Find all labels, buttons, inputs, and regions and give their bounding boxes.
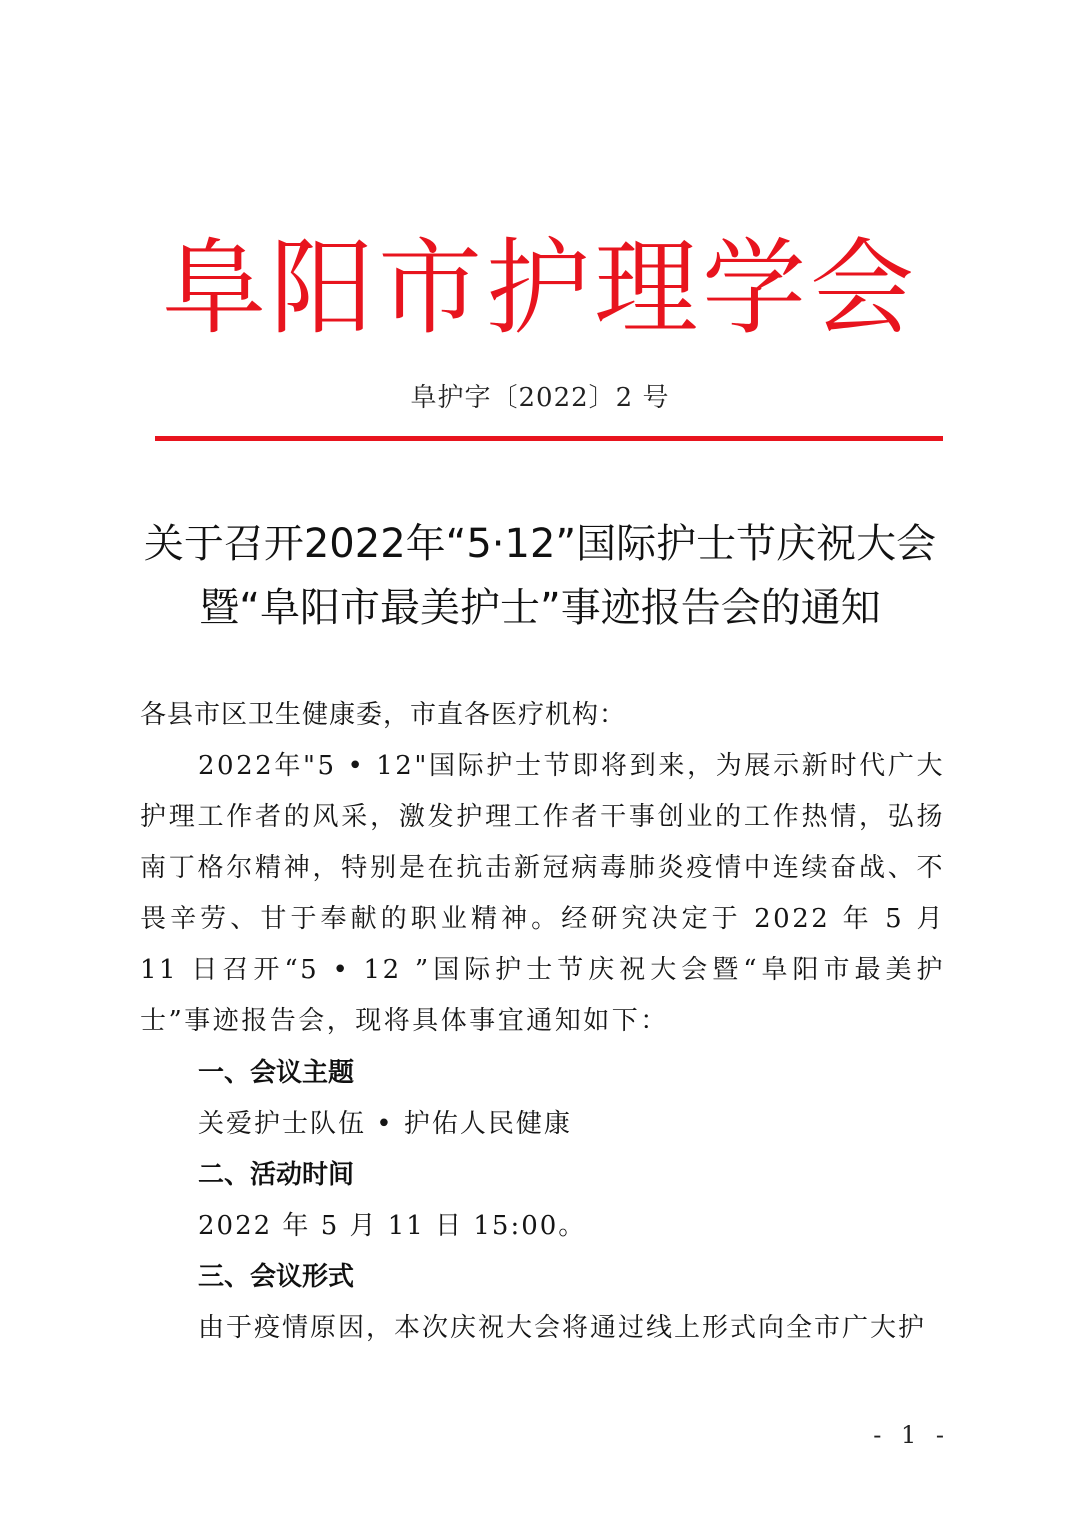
section-heading-time: 二、活动时间 bbox=[198, 1160, 355, 1190]
notice-title bbox=[0, 512, 1080, 640]
salutation: 各县市区卫生健康委，市直各医疗机构： bbox=[140, 700, 627, 730]
section-text-format: 由于疫情原因，本次庆祝大会将通过线上形式向全市广大护 bbox=[198, 1313, 927, 1343]
notice-title-line-1: 关于召开2022年“5·12”国际护士节庆祝大会 bbox=[143, 521, 937, 567]
organization-name: 阜阳市护理学会 bbox=[161, 227, 918, 349]
notice-title-line-2: 暨“阜阳市最美护士”事迹报告会的通知 bbox=[199, 585, 881, 631]
red-divider-line bbox=[155, 436, 943, 441]
section-text-theme: 关爱护士队伍 • 护佑人民健康 bbox=[198, 1109, 572, 1139]
section-heading-format: 三、会议形式 bbox=[198, 1262, 355, 1292]
section-text-time: 2022 年 5 月 11 日 15:00。 bbox=[198, 1211, 587, 1241]
page-number: - 1 - bbox=[873, 1421, 950, 1449]
section-heading-theme: 一、会议主题 bbox=[198, 1058, 355, 1088]
intro-paragraph: 2022年"5 • 12"国际护士节即将到来，为展示新时代广大护理工作者的风采，激发护理工作者干事创业的工作热情，弘扬南丁格尔精神，特别是在抗击新冠病毒肺炎疫情中连续奋战、不畏辛劳、甘于奉献的职业精神。经研究决定于 2022 年 5 月 11 日召开“5 • 12 ”国际护士节庆祝大会暨“阜阳市最美护士”事迹报告会，现将具体事宜通知如下： bbox=[140, 751, 945, 1036]
document-number: 阜护字〔2022〕2 号 bbox=[410, 383, 670, 413]
